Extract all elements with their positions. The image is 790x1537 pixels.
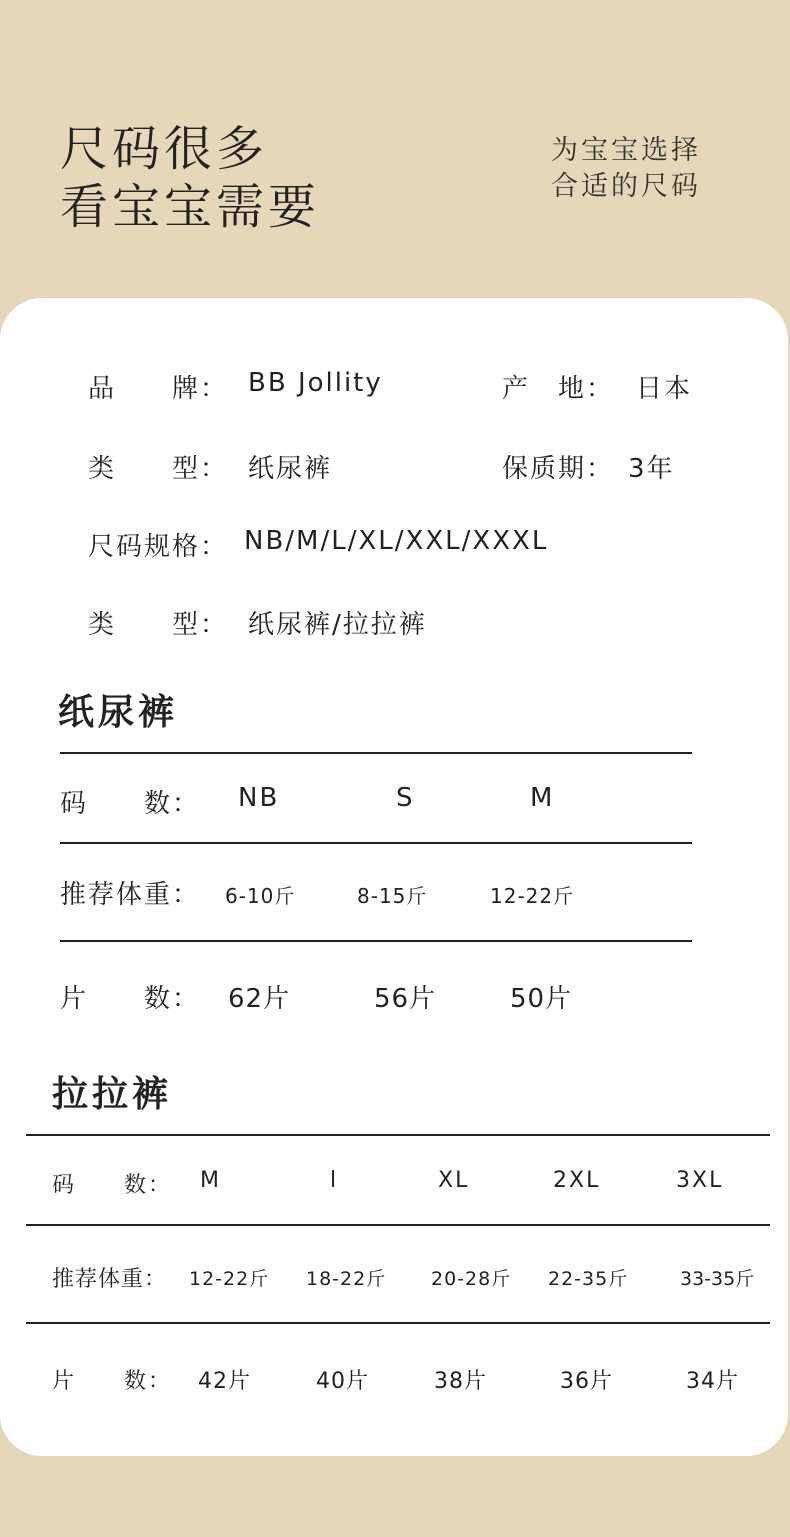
diaper-count: 50片: [510, 984, 573, 1014]
diaper-section-title: 纸尿裤: [58, 692, 179, 733]
diaper-size: NB: [238, 783, 280, 813]
type-label: 类 型：: [88, 454, 229, 484]
subtitle-line-2: 合适的尺码: [551, 171, 701, 202]
pullup-count: 40片: [316, 1369, 369, 1394]
pullup-weight: 18-22斤: [306, 1268, 387, 1290]
diaper-count-label: 片 数：: [60, 984, 201, 1014]
pullup-size: M: [200, 1168, 219, 1193]
diaper-weight: 8-15斤: [357, 884, 428, 908]
pullup-count: 36片: [560, 1369, 613, 1394]
type2-label: 类 型：: [88, 610, 229, 640]
subtitle-line-1: 为宝宝选择: [551, 135, 701, 166]
shelf-life-label: 保质期：: [502, 454, 615, 484]
pullup-weight: 33-35斤: [680, 1268, 755, 1290]
spec-label: 尺码规格：: [88, 532, 229, 562]
pullup-size: 2XL: [553, 1168, 601, 1193]
diaper-count: 62片: [228, 984, 291, 1014]
pullup-count: 34片: [686, 1369, 739, 1394]
diaper-weight: 12-22斤: [490, 884, 575, 908]
title-line-2: 看宝宝需要: [60, 179, 321, 235]
divider: [26, 1224, 770, 1226]
divider: [60, 752, 692, 754]
pullup-count: 42片: [198, 1369, 251, 1394]
divider: [26, 1134, 770, 1136]
divider: [60, 842, 692, 844]
pullup-weight: 22-35斤: [548, 1268, 629, 1290]
diaper-size: S: [396, 783, 413, 813]
divider: [26, 1322, 770, 1324]
pullup-size: XL: [438, 1168, 470, 1193]
type-value: 纸尿裤: [248, 454, 333, 484]
spec-value: NB/M/L/XL/XXL/XXXL: [244, 526, 549, 556]
pullup-count-label: 片 数：: [52, 1369, 173, 1394]
pullup-size: 3XL: [676, 1168, 724, 1193]
pullup-size-label: 码 数：: [52, 1173, 173, 1198]
header-subtitle: [551, 133, 701, 205]
origin-label: 产 地：: [502, 374, 615, 404]
title-line-1: 尺码很多: [60, 121, 269, 177]
divider: [60, 940, 692, 942]
pullup-count: 38片: [434, 1369, 487, 1394]
type2-value: 纸尿裤/拉拉裤: [248, 610, 427, 640]
pullup-weight-label: 推荐体重：: [52, 1267, 168, 1292]
product-info-card: [0, 298, 788, 1456]
diaper-weight-label: 推荐体重：: [60, 880, 201, 910]
diaper-count: 56片: [374, 984, 437, 1014]
diaper-weight: 6-10斤: [225, 884, 296, 908]
diaper-size: M: [530, 783, 553, 813]
brand-label: 品 牌：: [88, 374, 229, 404]
origin-value: 日本: [636, 374, 693, 404]
brand-value: BB Jollity: [248, 368, 383, 398]
pullup-weight: 12-22斤: [189, 1268, 270, 1290]
diaper-size-label: 码 数：: [60, 789, 201, 819]
pullup-size: l: [330, 1168, 337, 1193]
shelf-life-value: 3年: [628, 454, 675, 484]
page-title: [60, 120, 320, 236]
pullup-section-title: 拉拉裤: [52, 1074, 173, 1115]
pullup-weight: 20-28斤: [431, 1268, 512, 1290]
